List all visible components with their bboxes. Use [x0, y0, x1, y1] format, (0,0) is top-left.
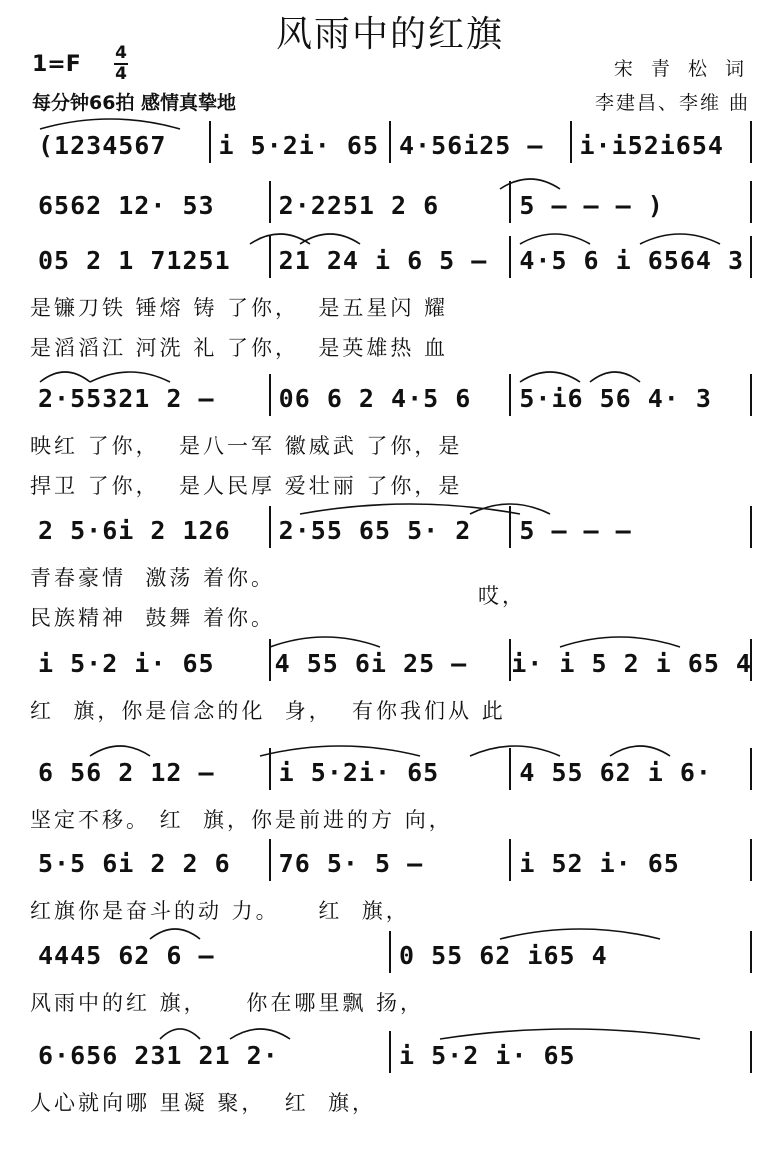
barline — [389, 121, 391, 163]
lyric-line: 红旗你是奋斗的动 力。 红 旗， — [30, 899, 410, 923]
barline — [269, 748, 271, 790]
measure: 4 55 62 i 6· — [519, 757, 712, 787]
measure: 4 55 6i 25 – — [274, 648, 468, 678]
lyric-line: 风雨中的红 旗， 你在哪里飘 扬， — [30, 991, 425, 1015]
notation-line — [30, 185, 752, 225]
measure: 05 2 1 71251 — [38, 245, 231, 275]
barline — [509, 506, 511, 548]
barline — [269, 839, 271, 881]
notation-line — [30, 125, 752, 165]
lyric-line: 映红 了你， 是八一军 徽威武 了你，是 — [30, 434, 463, 458]
lyricist: 宋 青 松 词 — [613, 58, 750, 80]
notation-line — [30, 510, 752, 550]
key-signature: 1=F — [32, 52, 81, 77]
measure: 06 6 2 4·5 6 — [278, 383, 472, 413]
measure: 4·56i25 – — [399, 130, 544, 160]
barline — [509, 639, 511, 681]
notation-line — [30, 752, 752, 792]
measure: 4·5 6 i 6564 3 — [519, 245, 745, 275]
barline — [509, 839, 511, 881]
barline — [269, 236, 271, 278]
lyric-line: 捍卫 了你， 是人民厚 爱壮丽 了你，是 — [30, 474, 463, 498]
barline — [269, 639, 271, 681]
barline — [570, 121, 572, 163]
barline — [509, 236, 511, 278]
measure: i· i 5 2 i 65 4 — [511, 648, 752, 678]
barline — [269, 374, 271, 416]
time-signature-top: 4 — [115, 43, 127, 63]
barline — [750, 839, 752, 881]
measure: 6 56 2 12 – — [38, 757, 215, 787]
lyric-line: 是镰刀铁 锤熔 铸 了你， 是五星闪 耀 — [30, 296, 449, 320]
barline — [389, 1031, 391, 1073]
measure: 76 5· 5 – — [278, 848, 424, 878]
notation-line — [30, 843, 752, 883]
lyric-line: 坚定不移。 红 旗，你是前进的方 向， — [30, 808, 453, 832]
lyric-line: 青春豪情 激荡 着你。 — [30, 566, 276, 590]
measure: i 52 i· 65 — [519, 848, 680, 878]
notation-line — [30, 378, 752, 418]
barline — [269, 181, 271, 223]
barline — [509, 181, 511, 223]
measure: 2·55321 2 – — [38, 383, 215, 413]
barline — [750, 506, 752, 548]
measure: 0 55 62 i65 4 — [399, 940, 608, 970]
measure: 5 – – – — [519, 515, 632, 545]
measure: i 5·2 i· 65 — [38, 648, 215, 678]
measure: 21 24 i 6 5 – — [278, 245, 488, 275]
lyric-aside: 哎， — [478, 584, 526, 608]
barline — [389, 931, 391, 973]
song-title: 风雨中的红旗 — [275, 14, 504, 55]
barline — [509, 748, 511, 790]
barline — [750, 1031, 752, 1073]
barline — [750, 639, 752, 681]
notation-line — [30, 1035, 752, 1075]
lyric-line: 红 旗，你是信念的化 身， 有你我们从 此 — [30, 699, 506, 723]
time-signature — [114, 44, 128, 84]
measure: 6·656 231 21 2· — [38, 1040, 279, 1070]
barline — [269, 506, 271, 548]
time-signature-bottom: 4 — [115, 64, 127, 84]
measure: i 5·2i· 65 — [218, 130, 380, 160]
measure: i 5·2i· 65 — [278, 757, 440, 787]
measure: 5·i6 56 4· 3 — [519, 383, 712, 413]
tempo-marking: 每分钟66拍 感情真挚地 — [32, 92, 237, 114]
barline — [750, 121, 752, 163]
notation-line — [30, 643, 752, 683]
measure: 2·2251 2 6 — [278, 190, 440, 220]
measure: 5 – – – ) — [519, 190, 664, 220]
barline — [509, 374, 511, 416]
barline — [750, 236, 752, 278]
lyric-line: 是滔滔江 河洗 礼 了你， 是英雄热 血 — [30, 336, 449, 360]
notation-line — [30, 240, 752, 280]
composer: 李建昌、李维 曲 — [594, 92, 750, 114]
measure: (1234567 — [38, 130, 167, 160]
notation-line — [30, 935, 752, 975]
lyric-line: 民族精神 鼓舞 着你。 — [30, 606, 276, 630]
measure: 5·5 6i 2 2 6 — [38, 848, 231, 878]
lyric-line: 人心就向哪 里凝 聚， 红 旗， — [30, 1091, 377, 1115]
measure: 4445 62 6 – — [38, 940, 215, 970]
barline — [209, 121, 211, 163]
barline — [750, 931, 752, 973]
measure: i·i52i654 — [579, 130, 724, 160]
measure: 6562 12· 53 — [38, 190, 215, 220]
measure: i 5·2 i· 65 — [399, 1040, 576, 1070]
measure: 2 5·6i 2 126 — [38, 515, 231, 545]
measure: 2·55 65 5· 2 — [278, 515, 472, 545]
barline — [750, 374, 752, 416]
barline — [750, 181, 752, 223]
barline — [750, 748, 752, 790]
